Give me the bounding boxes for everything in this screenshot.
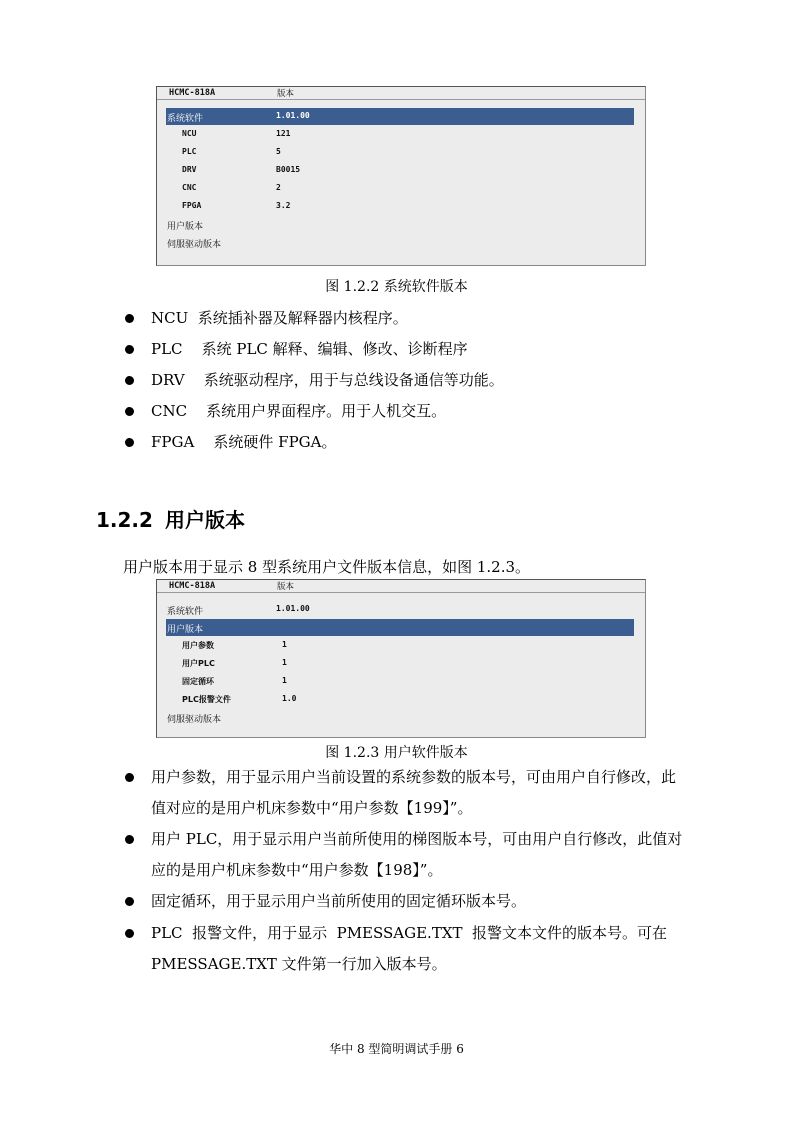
row-label: 用户参数	[182, 641, 214, 650]
row-value: 1	[282, 658, 287, 667]
version-row[interactable]	[157, 691, 645, 708]
screenshot-header	[157, 87, 645, 100]
bullet-dot	[125, 773, 134, 782]
bullet-dot	[125, 897, 134, 906]
row-value: 2	[276, 183, 281, 192]
version-row[interactable]	[157, 673, 645, 690]
row-value: 121	[276, 129, 291, 138]
bullet-text: PMESSAGE.TXT 文件第一行加入版本号。	[151, 955, 447, 973]
version-row[interactable]	[157, 655, 645, 672]
row-label: CNC	[182, 183, 197, 192]
bullet-dot	[125, 929, 134, 938]
bullet-dot	[125, 376, 134, 385]
row-value: 1.01.00	[276, 111, 310, 120]
row-label: PLC	[182, 147, 197, 156]
bullet-text: 用户参数，用于显示用户当前设置的系统参数的版本号，可由用户自行修改，此	[151, 768, 677, 786]
machine-model: HCMC-818A	[169, 581, 216, 591]
bullet-text: NCU 系统插补器及解释器内核程序。	[151, 309, 408, 327]
version-column-header: 版本	[277, 89, 295, 99]
bullet-text: FPGA 系统硬件 FPGA。	[151, 433, 337, 451]
row-label: 系统软件	[167, 114, 204, 124]
bullet-text: 值对应的是用户机床参数中“用户参数【199】”。	[151, 799, 473, 817]
version-row[interactable]	[157, 180, 645, 197]
bullet-dot	[125, 438, 134, 447]
row-label: 固定循环	[182, 677, 214, 686]
bullet-text: PLC 系统 PLC 解释、编辑、修改、诊断程序	[151, 340, 468, 358]
bullet-text: 用户 PLC，用于显示用户当前所使用的梯图版本号，可由用户自行修改，此值对	[151, 830, 683, 848]
row-label: 用户PLC	[182, 659, 215, 668]
row-value: 5	[276, 147, 281, 156]
version-row[interactable]	[157, 198, 645, 215]
machine-model: HCMC-818A	[169, 88, 216, 98]
bullet-text: DRV 系统驱动程序，用于与总线设备通信等功能。	[151, 371, 504, 389]
user-version-screenshot	[156, 579, 646, 738]
version-row[interactable]	[157, 709, 645, 726]
row-value: 1	[282, 676, 287, 685]
version-row[interactable]	[157, 234, 645, 251]
version-column-header: 版本	[277, 582, 295, 592]
row-label: 伺服驱动版本	[167, 240, 222, 250]
row-value: 1.01.00	[276, 604, 310, 613]
row-value: 1	[282, 640, 287, 649]
bullet-text: 应的是用户机床参数中“用户参数【198】”。	[151, 861, 443, 879]
bullet-dot	[125, 407, 134, 416]
version-row[interactable]	[157, 601, 645, 618]
section-heading	[96, 504, 245, 533]
row-value: B0015	[276, 165, 301, 174]
version-row[interactable]	[157, 126, 645, 143]
bullet-text: CNC 系统用户界面程序。用于人机交互。	[151, 402, 447, 420]
page-footer: 华中 8 型简明调试手册 6	[329, 1042, 464, 1056]
row-label: 用户版本	[167, 625, 204, 635]
intro-paragraph: 用户版本用于显示 8 型系统用户文件版本信息，如图 1.2.3。	[123, 558, 531, 576]
screenshot-header	[157, 580, 645, 593]
bullet-text: PLC 报警文件，用于显示 PMESSAGE.TXT 报警文本文件的版本号。可在	[151, 924, 668, 942]
bullet-dot	[125, 835, 134, 844]
row-value: 1.0	[282, 694, 297, 703]
row-label: 用户版本	[167, 222, 204, 232]
row-label: FPGA	[182, 201, 202, 210]
version-row[interactable]	[166, 619, 634, 636]
figure-caption: 图 1.2.2 系统软件版本	[325, 279, 468, 295]
system-version-screenshot	[156, 86, 646, 266]
version-row[interactable]	[157, 637, 645, 654]
row-label: NCU	[182, 129, 197, 138]
bullet-dot	[125, 345, 134, 354]
row-label: 系统软件	[167, 607, 204, 617]
version-row[interactable]	[157, 144, 645, 161]
section-title: 用户版本	[164, 508, 245, 532]
row-label: DRV	[182, 165, 197, 174]
bullet-dot	[125, 314, 134, 323]
version-row[interactable]	[157, 216, 645, 233]
bullet-text: 固定循环，用于显示用户当前所使用的固定循环版本号。	[151, 892, 527, 910]
figure-caption: 图 1.2.3 用户软件版本	[325, 745, 468, 761]
version-row[interactable]	[157, 162, 645, 179]
row-value: 3.2	[276, 201, 291, 210]
row-label: PLC报警文件	[182, 695, 231, 704]
row-label: 伺服驱动版本	[167, 715, 222, 725]
version-row[interactable]	[166, 108, 634, 125]
section-number: 1.2.2	[96, 508, 153, 532]
